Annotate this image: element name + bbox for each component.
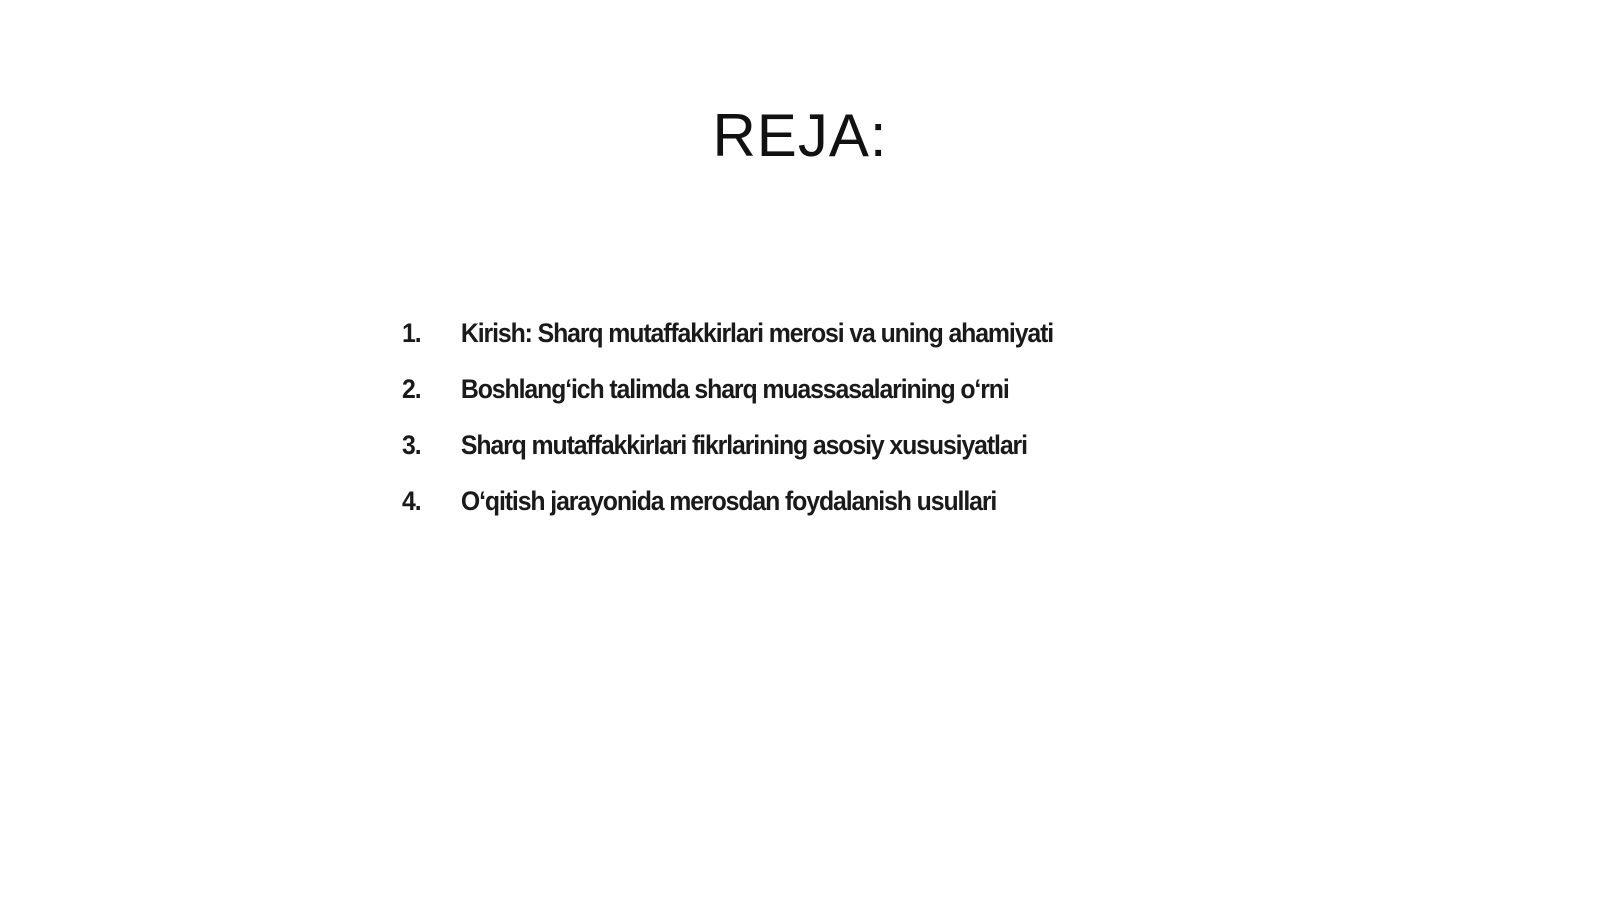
list-item xyxy=(402,486,1230,542)
list-item-number: 2. xyxy=(402,374,421,404)
list-item xyxy=(402,430,1230,486)
list-item-number: 4. xyxy=(402,486,421,516)
list-item-text: Kirish: Sharq mutaffakkirlari merosi va uning ahamiyati xyxy=(460,318,1054,348)
list-item-text: Boshlangʻich talimda sharq muassasalarining oʻrni xyxy=(460,374,1009,404)
list-item-number: 1. xyxy=(402,318,421,348)
list-item-text: Sharq mutaffakkirlari fikrlarining asosiy xususiyatlari xyxy=(460,430,1027,460)
list-item xyxy=(402,318,1230,374)
list-item xyxy=(402,374,1230,430)
slide-title: REJA: xyxy=(712,102,888,169)
plan-list xyxy=(402,318,1302,542)
list-item-text: Oʻqitish jarayonida merosdan foydalanish usullari xyxy=(460,486,997,516)
list-item-number: 3. xyxy=(402,430,421,460)
